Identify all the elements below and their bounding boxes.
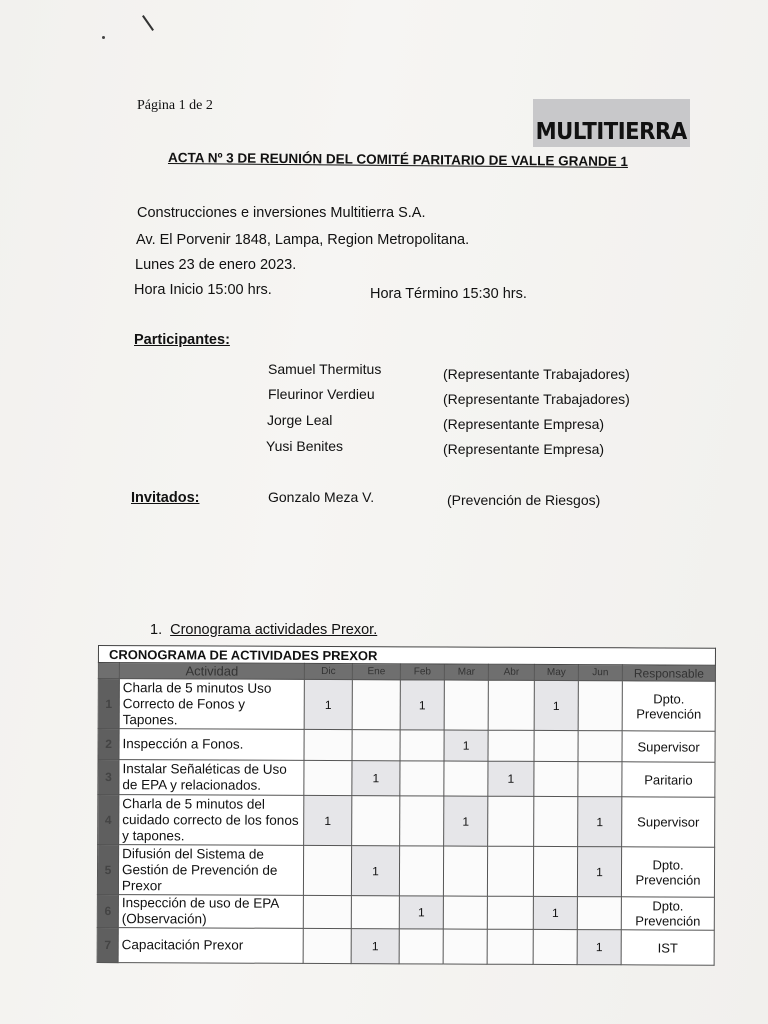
activity-cell: Inspección de uso de EPA (Observación): [118, 895, 303, 929]
month-cell: 1: [352, 761, 400, 796]
table-row: [97, 845, 714, 898]
month-cell: 1: [533, 896, 577, 929]
month-cell: [303, 895, 351, 928]
participant-name: Jorge Leal: [267, 412, 333, 428]
row-number: 1: [98, 679, 119, 729]
row-number: 6: [97, 894, 118, 927]
table-row: [97, 927, 714, 965]
month-cell: 1: [577, 847, 621, 897]
month-cell: 1: [304, 795, 352, 845]
responsible-cell: Dpto. Prevención: [621, 897, 714, 930]
responsible-cell: Paritario: [622, 762, 715, 797]
header-responsible: Responsable: [622, 665, 715, 681]
schedule-table-wrapper: [97, 645, 715, 966]
month-cell: [578, 762, 622, 797]
month-cell: [400, 796, 444, 846]
header-month: May: [534, 664, 578, 680]
activity-cell: Inspección a Fonos.: [119, 729, 304, 761]
agenda-item-number: 1.: [150, 622, 163, 638]
guest-role: (Prevención de Riesgos): [447, 492, 601, 508]
table-row: [98, 760, 715, 798]
month-cell: [304, 729, 352, 760]
header-month: Ene: [352, 664, 400, 680]
participant-role: (Representante Trabajadores): [443, 366, 630, 382]
month-cell: 1: [444, 730, 488, 761]
header-month: Dic: [304, 663, 352, 679]
header-number: [98, 663, 119, 679]
month-cell: 1: [577, 930, 621, 965]
end-time: Hora Término 15:30 hrs.: [370, 286, 527, 302]
company-name: Construcciones e inversiones Multitierra S.A.: [137, 205, 426, 221]
agenda-item: [150, 622, 377, 638]
participant-role: (Representante Empresa): [443, 441, 605, 457]
row-number: 3: [98, 760, 119, 795]
schedule-table: [97, 645, 716, 966]
month-cell: [352, 730, 400, 761]
guest-name: Gonzalo Meza V.: [268, 489, 375, 505]
responsible-cell: Dpto. Prevención: [622, 681, 715, 731]
month-cell: [444, 680, 488, 730]
month-cell: [443, 846, 487, 896]
month-cell: 1: [444, 796, 488, 846]
header-month: Abr: [488, 664, 534, 680]
activity-cell: Capacitación Prexor: [118, 928, 303, 964]
month-cell: [488, 680, 534, 730]
responsible-cell: IST: [621, 930, 714, 965]
month-cell: [443, 929, 487, 964]
responsible-cell: Supervisor: [622, 731, 715, 762]
month-cell: 1: [304, 679, 352, 729]
month-cell: [534, 761, 578, 796]
table-row: [98, 729, 715, 763]
month-cell: [578, 681, 622, 731]
participant-name: Yusi Benites: [266, 438, 344, 454]
month-cell: 1: [399, 896, 443, 929]
header-month: Mar: [444, 664, 488, 680]
month-cell: [443, 896, 487, 929]
month-cell: [400, 761, 444, 796]
schedule-caption: CRONOGRAMA DE ACTIVIDADES PREXOR: [98, 646, 715, 666]
address: Av. El Porvenir 1848, Lampa, Region Metropolitana.: [136, 232, 470, 248]
company-logo: [533, 99, 690, 147]
activity-cell: Charla de 5 minutos Uso Correcto de Fonos y Tapones.: [119, 679, 304, 730]
activity-cell: Charla de 5 minutos del cuidado correcto de los fonos y tapones.: [119, 795, 304, 846]
month-cell: [399, 846, 443, 896]
schedule-header-row: [98, 663, 715, 682]
month-cell: 1: [351, 846, 399, 896]
month-cell: 1: [351, 929, 399, 964]
participant-name: Samuel Thermitus: [268, 361, 382, 377]
month-cell: [352, 680, 400, 730]
participant-name: Fleurinor Verdieu: [268, 386, 375, 402]
month-cell: [488, 730, 534, 761]
responsible-cell: Dpto. Prevención: [621, 847, 714, 897]
logo-text: MULTITIERRA: [535, 119, 688, 145]
month-cell: [303, 845, 351, 895]
header-month: Feb: [400, 664, 444, 680]
table-row: [98, 679, 715, 732]
month-cell: 1: [400, 680, 444, 730]
pen-mark: [142, 15, 154, 31]
month-cell: 1: [578, 797, 622, 847]
table-row: [97, 894, 714, 930]
start-time: Hora Inicio 15:00 hrs.: [134, 282, 272, 298]
month-cell: [352, 796, 400, 846]
activity-cell: Difusión del Sistema de Gestión de Prevención de Prexor: [118, 845, 303, 896]
month-cell: [351, 896, 399, 929]
pen-dot: [102, 36, 105, 39]
row-number: 2: [98, 729, 119, 760]
month-cell: [487, 846, 533, 896]
month-cell: [533, 846, 577, 896]
month-cell: [488, 796, 534, 846]
month-cell: [533, 929, 577, 964]
month-cell: 1: [534, 680, 578, 730]
month-cell: [487, 929, 533, 964]
agenda-item-text: Cronograma actividades Prexor.: [170, 622, 378, 638]
activity-cell: Instalar Señaléticas de Uso de EPA y relacionados.: [119, 760, 304, 796]
month-cell: [444, 761, 488, 796]
month-cell: [577, 897, 621, 930]
month-cell: 1: [488, 761, 534, 796]
month-cell: [578, 731, 622, 762]
guests-heading: Invitados:: [131, 490, 200, 506]
table-row: [98, 795, 715, 848]
row-number: 4: [98, 795, 119, 845]
month-cell: [534, 796, 578, 846]
document-title: ACTA Nº 3 DE REUNIÓN DEL COMITÉ PARITARIO DE VALLE GRANDE 1: [167, 149, 629, 170]
row-number: 7: [97, 927, 118, 962]
page-indicator: Página 1 de 2: [137, 98, 213, 113]
header-month: Jun: [578, 665, 622, 681]
month-cell: [399, 929, 443, 964]
row-number: 5: [97, 845, 118, 895]
participant-role: (Representante Empresa): [443, 416, 605, 432]
header-activity: Actividad: [119, 663, 304, 680]
month-cell: [303, 928, 351, 963]
participant-role: (Representante Trabajadores): [443, 391, 630, 407]
responsible-cell: Supervisor: [622, 797, 715, 847]
month-cell: [400, 730, 444, 761]
month-cell: [534, 730, 578, 761]
month-cell: [487, 896, 533, 929]
month-cell: [304, 760, 352, 795]
meeting-date: Lunes 23 de enero 2023.: [135, 257, 297, 273]
participants-heading: Participantes:: [134, 332, 230, 348]
